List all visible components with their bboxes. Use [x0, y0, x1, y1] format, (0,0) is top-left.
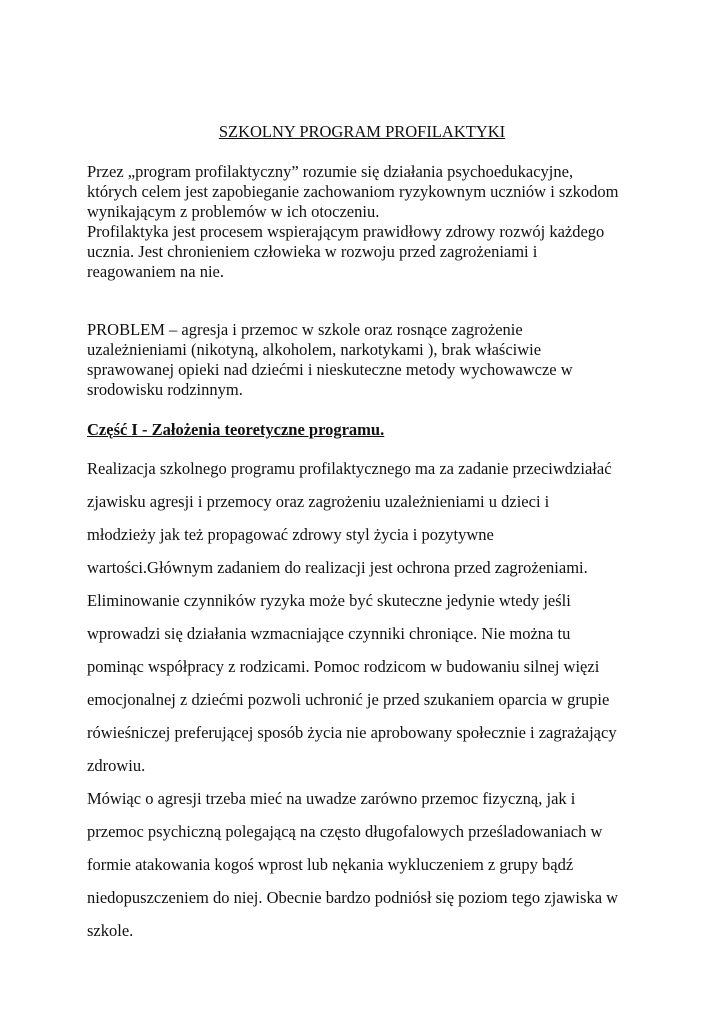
- text-line: srodowisku rodzinnym.: [87, 380, 243, 399]
- text-line: szkole.: [87, 921, 134, 940]
- text-line: Profilaktyka jest procesem wspierającym prawidłowy zdrowy rozwój każdego: [87, 222, 605, 241]
- text-line: których celem jest zapobieganie zachowaniom ryzykownym uczniów i szkodom: [87, 182, 619, 201]
- intro-paragraph: [87, 162, 677, 282]
- text-line: zdrowiu.: [87, 756, 146, 775]
- text-line: Realizacja szkolnego programu profilaktycznego ma za zadanie przeciwdziałać: [87, 459, 612, 478]
- text-line: młodzieży jak też propagować zdrowy styl życia i pozytywne: [87, 525, 494, 544]
- body-paragraph: [87, 452, 677, 947]
- text-line: emocjonalnej z dziećmi pozwoli uchronić je przed szukaniem oparcia w grupie: [87, 690, 610, 709]
- text-line: wprowadzi się działania wzmacniające czynniki chroniące. Nie można tu: [87, 624, 571, 643]
- text-line: wartości.Głównym zadaniem do realizacji jest ochrona przed zagrożeniami.: [87, 558, 588, 577]
- text-line: przemoc psychiczną polegającą na często długofalowych prześladowaniach w: [87, 822, 603, 841]
- text-line: sprawowanej opieki nad dziećmi i nieskuteczne metody wychowawcze w: [87, 360, 573, 379]
- section-heading: Część I - Założenia teoretyczne programu.: [87, 420, 385, 439]
- problem-paragraph: [87, 320, 677, 400]
- text-line: zjawisku agresji i przemocy oraz zagrożeniu uzależnieniami u dzieci i: [87, 492, 550, 511]
- text-line: Przez „program profilaktyczny” rozumie się działania psychoedukacyjne,: [87, 162, 574, 181]
- text-line: Mówiąc o agresji trzeba mieć na uwadze zarówno przemoc fizyczną, jak i: [87, 789, 576, 808]
- text-line: Eliminowanie czynników ryzyka może być skuteczne jedynie wtedy jeśli: [87, 591, 571, 610]
- text-line: rówieśniczej preferującej sposób życia nie aprobowany społecznie i zagrażający: [87, 723, 617, 742]
- text-line: reagowaniem na nie.: [87, 262, 224, 281]
- text-line: wynikającym z problemów w ich otoczeniu.: [87, 202, 380, 221]
- text-line: pominąc współpracy z rodzicami. Pomoc rodzicom w budowaniu silnej więzi: [87, 657, 600, 676]
- text-line: uzależnieniami (nikotyną, alkoholem, narkotykami ), brak właściwie: [87, 340, 542, 359]
- page-title: SZKOLNY PROGRAM PROFILAKTYKI: [218, 122, 506, 141]
- text-line: niedopuszczeniem do niej. Obecnie bardzo podniósł się poziom tego zjawiska w: [87, 888, 619, 907]
- text-line: formie atakowania kogoś wprost lub nękania wykluczeniem z grupy bądź: [87, 855, 574, 874]
- text-line: ucznia. Jest chronieniem człowieka w rozwoju przed zagrożeniami i: [87, 242, 538, 261]
- text-line: PROBLEM – agresja i przemoc w szkole oraz rosnące zagrożenie: [87, 320, 523, 339]
